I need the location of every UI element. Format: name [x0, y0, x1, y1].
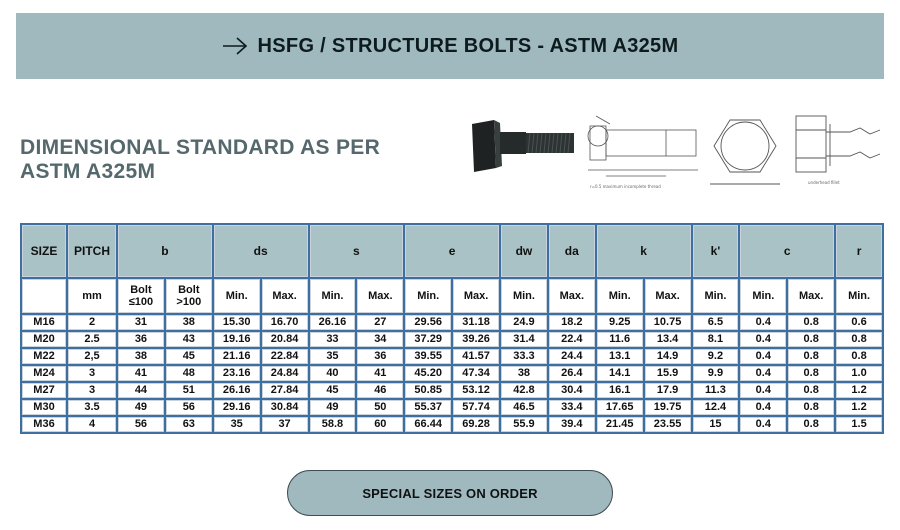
table-cell: 11.3: [693, 383, 739, 398]
table-cell: 55.37: [405, 400, 451, 415]
subheader-cell: Bolt ≤100: [118, 279, 164, 313]
subheader-cell: Min.: [740, 279, 786, 313]
table-row: [22, 417, 882, 432]
table-cell: 4: [68, 417, 116, 432]
table-cell: 63: [166, 417, 212, 432]
table-cell: 33.4: [549, 400, 595, 415]
subheader-cell: Min.: [310, 279, 356, 313]
table-cell: 0.4: [740, 417, 786, 432]
table-cell: 23.55: [645, 417, 691, 432]
table-cell: 41: [357, 366, 403, 381]
page-title: HSFG / STRUCTURE BOLTS - ASTM A325M: [257, 34, 679, 57]
table-cell: 12.4: [693, 400, 739, 415]
table-cell: M30: [22, 400, 66, 415]
subheader-cell: Max.: [788, 279, 834, 313]
col-header-k1: k': [693, 225, 739, 277]
table-cell: M16: [22, 315, 66, 330]
table-cell: 35: [310, 349, 356, 364]
table-cell: M24: [22, 366, 66, 381]
table-cell: 45.20: [405, 366, 451, 381]
table-cell: 47.34: [453, 366, 499, 381]
table-cell: 39.4: [549, 417, 595, 432]
subheader-cell: Min.: [693, 279, 739, 313]
table-cell: 38: [118, 349, 164, 364]
table-cell: 26.16: [310, 315, 356, 330]
table-cell: 39.55: [405, 349, 451, 364]
table-cell: 22.84: [262, 349, 308, 364]
table-cell: 9.2: [693, 349, 739, 364]
table-cell: 0.8: [788, 349, 834, 364]
table-cell: 39.26: [453, 332, 499, 347]
table-cell: 9.9: [693, 366, 739, 381]
table-cell: 2,5: [68, 349, 116, 364]
table-cell: 14.1: [597, 366, 643, 381]
subheader-cell: Max.: [549, 279, 595, 313]
table-cell: 58.8: [310, 417, 356, 432]
table-cell: 15: [693, 417, 739, 432]
col-header-dw: dw: [501, 225, 547, 277]
table-cell: 27: [357, 315, 403, 330]
table-row: [22, 366, 882, 381]
subheader-cell: Max.: [645, 279, 691, 313]
subheader-cell: Min.: [501, 279, 547, 313]
table-cell: 31.4: [501, 332, 547, 347]
table-cell: 0.8: [788, 366, 834, 381]
table-cell: 0.4: [740, 366, 786, 381]
col-header-k: k: [597, 225, 691, 277]
table-cell: 46.5: [501, 400, 547, 415]
table-cell: 43: [166, 332, 212, 347]
table-cell: 27.84: [262, 383, 308, 398]
dimensions-table: [20, 223, 884, 434]
table-cell: 41: [118, 366, 164, 381]
table-cell: 0.4: [740, 332, 786, 347]
subheader-cell: mm: [68, 279, 116, 313]
table-cell: 46: [357, 383, 403, 398]
table-subheader-row: [22, 279, 882, 313]
table-cell: 0.8: [788, 400, 834, 415]
subheader-cell: [22, 279, 66, 313]
table-cell: 15.30: [214, 315, 260, 330]
table-header-row: [22, 225, 882, 277]
table-cell: 23.16: [214, 366, 260, 381]
subheader-cell: Bolt >100: [166, 279, 212, 313]
table-cell: 38: [501, 366, 547, 381]
head-detail-drawing: [790, 110, 884, 196]
table-row: [22, 315, 882, 330]
table-cell: 49: [118, 400, 164, 415]
table-cell: 69.28: [453, 417, 499, 432]
table-cell: 17.65: [597, 400, 643, 415]
page-header-banner: [16, 13, 884, 79]
table-cell: 45: [310, 383, 356, 398]
col-header-da: da: [549, 225, 595, 277]
table-cell: 0.8: [788, 315, 834, 330]
table-row: [22, 332, 882, 347]
table-cell: 24.4: [549, 349, 595, 364]
table-cell: 13.1: [597, 349, 643, 364]
col-header-size: SIZE: [22, 225, 66, 277]
table-cell: 9.25: [597, 315, 643, 330]
table-cell: M36: [22, 417, 66, 432]
col-header-r: r: [836, 225, 882, 277]
table-cell: 16.1: [597, 383, 643, 398]
subheader-cell: Max.: [262, 279, 308, 313]
subheader-cell: Max.: [357, 279, 403, 313]
table-cell: 10.75: [645, 315, 691, 330]
table-cell: 1.0: [836, 366, 882, 381]
table-cell: 21.16: [214, 349, 260, 364]
subheader-cell: Min.: [836, 279, 882, 313]
table-cell: 41.57: [453, 349, 499, 364]
col-header-s: s: [310, 225, 404, 277]
table-row: [22, 349, 882, 364]
table-cell: 3: [68, 366, 116, 381]
subheader-cell: Min.: [214, 279, 260, 313]
table-cell: 0.6: [836, 315, 882, 330]
table-cell: 26.4: [549, 366, 595, 381]
table-cell: 1.5: [836, 417, 882, 432]
table-cell: 6.5: [693, 315, 739, 330]
table-cell: 0.8: [788, 383, 834, 398]
table-cell: 30.4: [549, 383, 595, 398]
col-header-e: e: [405, 225, 499, 277]
table-row: [22, 383, 882, 398]
table-cell: 0.8: [788, 417, 834, 432]
table-cell: 35: [214, 417, 260, 432]
table-cell: 40: [310, 366, 356, 381]
col-header-pitch: PITCH: [68, 225, 116, 277]
table-cell: 38: [166, 315, 212, 330]
table-cell: 30.84: [262, 400, 308, 415]
table-cell: 0.4: [740, 383, 786, 398]
table-cell: 0.4: [740, 315, 786, 330]
table-cell: 22.4: [549, 332, 595, 347]
svg-text:r=0.5 maximum incomplete threa: r=0.5 maximum incomplete thread: [590, 184, 661, 189]
table-cell: 29.56: [405, 315, 451, 330]
table-cell: 53.12: [453, 383, 499, 398]
table-cell: 15.9: [645, 366, 691, 381]
table-cell: 33.3: [501, 349, 547, 364]
table-cell: 21.45: [597, 417, 643, 432]
col-header-b: b: [118, 225, 212, 277]
table-cell: 3.5: [68, 400, 116, 415]
table-cell: 8.1: [693, 332, 739, 347]
bolt-drawings: [468, 110, 884, 196]
table-cell: 50.85: [405, 383, 451, 398]
special-sizes-label: SPECIAL SIZES ON ORDER: [362, 485, 538, 501]
table-cell: 20.84: [262, 332, 308, 347]
table-cell: 16.70: [262, 315, 308, 330]
col-header-ds: ds: [214, 225, 308, 277]
table-cell: 11.6: [597, 332, 643, 347]
bolt-photo-image: [468, 110, 580, 196]
subheader-cell: Min.: [597, 279, 643, 313]
table-cell: 56: [166, 400, 212, 415]
table-cell: M27: [22, 383, 66, 398]
table-cell: 33: [310, 332, 356, 347]
table-cell: 45: [166, 349, 212, 364]
table-cell: 31: [118, 315, 164, 330]
table-cell: 0.8: [788, 332, 834, 347]
table-cell: 37.29: [405, 332, 451, 347]
table-cell: 29.16: [214, 400, 260, 415]
table-cell: 51: [166, 383, 212, 398]
table-cell: 0.8: [836, 332, 882, 347]
table-cell: 1.2: [836, 400, 882, 415]
table-cell: 60: [357, 417, 403, 432]
table-cell: 2.5: [68, 332, 116, 347]
table-cell: 24.9: [501, 315, 547, 330]
table-cell: 0.4: [740, 400, 786, 415]
col-header-c: c: [740, 225, 834, 277]
table-cell: 55.9: [501, 417, 547, 432]
table-cell: 49: [310, 400, 356, 415]
special-sizes-button[interactable]: [287, 470, 613, 516]
table-cell: 48: [166, 366, 212, 381]
table-cell: 1.2: [836, 383, 882, 398]
table-cell: 57.74: [453, 400, 499, 415]
table-cell: 26.16: [214, 383, 260, 398]
subheader-cell: Min.: [405, 279, 451, 313]
table-cell: 37: [262, 417, 308, 432]
table-cell: 0.8: [836, 349, 882, 364]
table-cell: 19.16: [214, 332, 260, 347]
table-cell: 17.9: [645, 383, 691, 398]
table-cell: 3: [68, 383, 116, 398]
table-cell: 0.4: [740, 349, 786, 364]
hex-head-drawing: [710, 110, 790, 196]
svg-text:underhead fillet: underhead fillet: [808, 180, 840, 185]
table-cell: 2: [68, 315, 116, 330]
table-cell: 24.84: [262, 366, 308, 381]
table-row: [22, 400, 882, 415]
table-cell: 36: [357, 349, 403, 364]
subheader-cell: Max.: [453, 279, 499, 313]
section-subtitle: DIMENSIONAL STANDARD AS PER ASTM A325M: [20, 136, 381, 183]
table-cell: 14.9: [645, 349, 691, 364]
table-cell: 18.2: [549, 315, 595, 330]
table-cell: 36: [118, 332, 164, 347]
bolt-side-view-drawing: [586, 110, 706, 196]
table-cell: M20: [22, 332, 66, 347]
table-cell: M22: [22, 349, 66, 364]
table-cell: 42.8: [501, 383, 547, 398]
table-cell: 44: [118, 383, 164, 398]
arrow-right-icon: [222, 36, 248, 56]
table-cell: 19.75: [645, 400, 691, 415]
table-cell: 66.44: [405, 417, 451, 432]
table-cell: 56: [118, 417, 164, 432]
table-cell: 31.18: [453, 315, 499, 330]
table-cell: 13.4: [645, 332, 691, 347]
table-cell: 50: [357, 400, 403, 415]
table-body: [22, 315, 882, 432]
table-cell: 34: [357, 332, 403, 347]
